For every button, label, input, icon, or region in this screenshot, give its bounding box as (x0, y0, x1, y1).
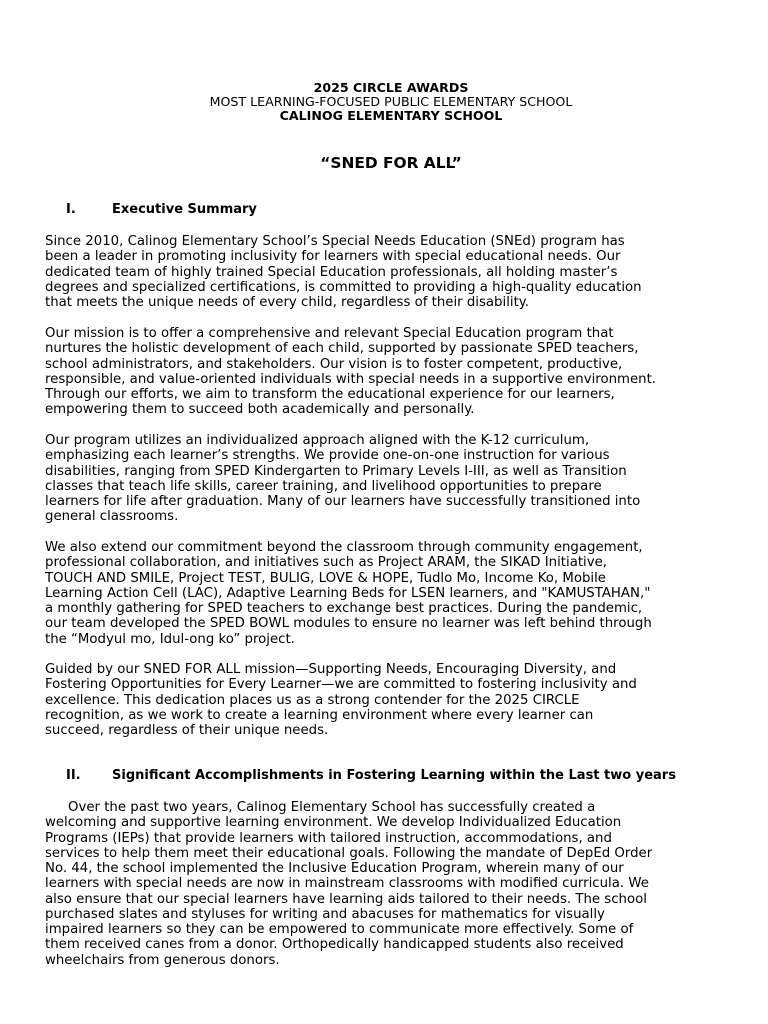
paragraph (45, 433, 745, 525)
text-line: also ensure that our special learners have learning aids tailored to their needs. The school (45, 891, 647, 907)
section-heading-accomplishments (66, 768, 676, 784)
text-line: excellence. This dedication places us as a strong contender for the 2025 CIRCLE (45, 692, 580, 708)
text-line: disabilities, ranging from SPED Kindergarten to Primary Levels I-III, as well as Transition (45, 463, 627, 479)
paragraph (45, 540, 745, 647)
text-line: school administrators, and stakeholders. Our vision is to foster competent, productive, (45, 356, 623, 372)
paragraph (45, 326, 745, 418)
text-line: that meets the unique needs of every child, regardless of their disability. (45, 295, 529, 310)
section-number: I. (66, 202, 76, 217)
text-line: learners for life after graduation. Many of our learners have successfully transitioned into (45, 494, 641, 509)
text-line: degrees and specialized certifications, is committed to providing a high-quality education (45, 279, 642, 295)
text-line: Our program utilizes an individualized approach aligned with the K-12 curriculum, (45, 433, 590, 448)
text-line: Programs (IEPs) that provide learners with tailored instruction, accommodations, and (45, 830, 612, 846)
text-line: Over the past two years, Calinog Elementary School has successfully created a (68, 800, 596, 815)
text-line: general classrooms. (45, 509, 179, 525)
text-line: responsible, and value-oriented individuals with special needs in a supportive environment. (45, 371, 657, 387)
text-line: been a leader in promoting inclusivity for learners with special educational needs. Our (45, 249, 621, 265)
text-line: welcoming and supportive learning environment. We develop Individualized Education (45, 815, 622, 831)
text-line: Through our efforts, we aim to transform the educational experience for our learners, (45, 387, 615, 402)
text-line: them received canes from a donor. Orthopedically handicapped students also received (45, 937, 624, 953)
text-line: emphasizing each learner’s strengths. We provide one-on-one instruction for various (45, 448, 610, 464)
text-line: recognition, as we work to create a learning environment where every learner can (45, 707, 594, 723)
section-title: Executive Summary (112, 202, 257, 217)
section-number: II. (66, 768, 81, 783)
section-heading-executive-summary (66, 202, 257, 218)
text-line: No. 44, the school implemented the Inclusive Education Program, wherein many of our (45, 861, 624, 876)
paragraph (45, 662, 745, 738)
text-line: Our mission is to offer a comprehensive and relevant Special Education program that (45, 326, 614, 341)
program-motto: “SNED FOR ALL” (320, 154, 462, 172)
text-line: succeed, regardless of their unique needs. (45, 723, 329, 738)
text-line: TOUCH AND SMILE, Project TEST, BULIG, LOVE & HOPE, Tudlo Mo, Income Ko, Mobile (45, 570, 606, 586)
text-line: We also extend our commitment beyond the classroom through community engagement, (45, 540, 643, 555)
text-line: Guided by our SNED FOR ALL mission—Supporting Needs, Encouraging Diversity, and (45, 662, 617, 677)
text-line: purchased slates and styluses for writing and abacuses for mathematics for visually (45, 906, 605, 922)
text-line: impaired learners so they can be empowered to communicate more effectively. Some of (45, 922, 634, 937)
document-header (0, 81, 768, 123)
text-line: professional collaboration, and initiatives such as Project ARAM, the SIKAD Initiative, (45, 555, 608, 571)
school-name: CALINOG ELEMENTARY SCHOOL (279, 108, 503, 123)
text-line: services to help them meet their educational goals. Following the mandate of DepEd Order (45, 845, 653, 861)
text-line: nurtures the holistic development of each child, supported by passionate SPED teachers, (45, 341, 639, 357)
text-line: a monthly gathering for SPED teachers to exchange best practices. During the pandemic, (45, 601, 643, 616)
text-line: the “Modyul mo, Idul-ong ko” project. (45, 631, 295, 647)
text-line: Fostering Opportunities for Every Learner—we are committed to fostering inclusivity and (45, 677, 637, 693)
award-title: 2025 CIRCLE AWARDS (313, 80, 469, 95)
text-line: wheelchairs from generous donors. (45, 952, 280, 968)
text-line: dedicated team of highly trained Special Education professionals, all holding master’s (45, 264, 618, 280)
text-line: Learning Action Cell (LAC), Adaptive Learning Beds for LSEN learners, and "KAMUSTAHAN," (45, 585, 651, 601)
text-line: classes that teach life skills, career training, and livelihood opportunities to prepare (45, 478, 602, 494)
award-category: MOST LEARNING-FOCUSED PUBLIC ELEMENTARY SCHOOL (209, 94, 573, 109)
text-line: empowering them to succeed both academically and personally. (45, 402, 475, 418)
paragraph (45, 234, 745, 310)
text-line: learners with special needs are now in mainstream classrooms with modified curricula. We (45, 876, 649, 892)
section-title: Significant Accomplishments in Fostering Learning within the Last two years (112, 768, 676, 783)
paragraph (45, 800, 745, 968)
text-line: our team developed the SPED BOWL modules to ensure no learner was left behind through (45, 616, 652, 632)
text-line: Since 2010, Calinog Elementary School’s Special Needs Education (SNEd) program has (45, 234, 625, 249)
